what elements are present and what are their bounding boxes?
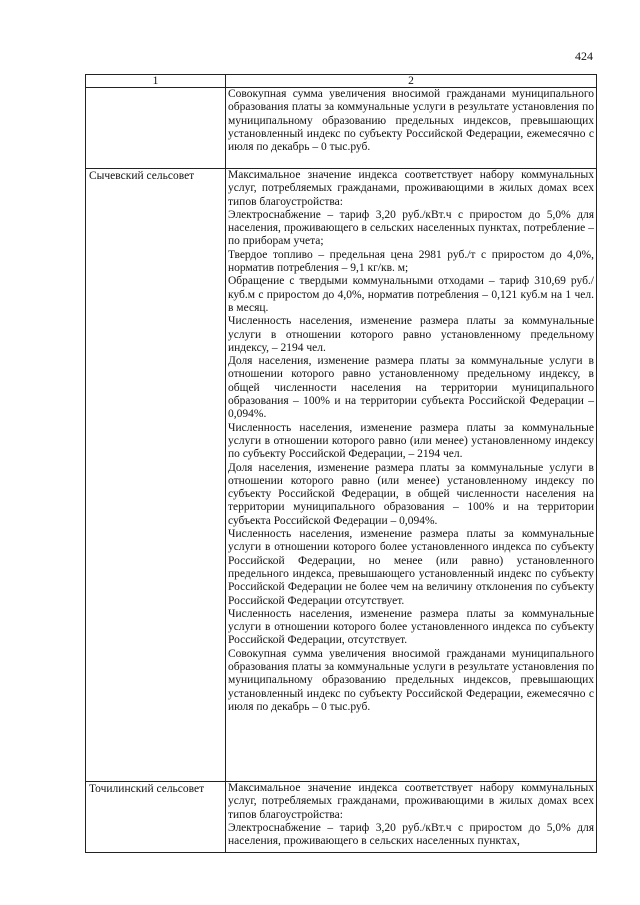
paragraph: Доля населения, изменение размера платы за коммунальные услуги в отношении которого равно установленному предельному индексу, в общей численности населения на территории муниципального образования – 100% и на территории субъекта Российской Федерации – 0,094%. [228,355,594,421]
municipality-cell: Точилинский сельсовет [86,782,226,853]
paragraph: Твердое топливо – предельная цена 2981 руб./т с приростом до 4,0%, норматив потребления – 9,1 кг/кв. м; [228,248,594,275]
paragraph: Обращение с твердыми коммунальными отходами – тариф 310,69 руб./куб.м с приростом до 4,0%, норматив потребления – 0,121 куб.м на 1 чел. в месяц. [228,275,594,314]
paragraph: Доля населения, изменение размера платы за коммунальные услуги в отношении которого равно (или менее) установленному индексу по субъекту Российской Федерации, в общей численности населения на территории муниципального образования – 100% и на территории субъекта Российской Федерации – 0,094%. [228,461,594,527]
table-row [86,88,597,169]
municipality-cell: Сычевский сельсовет [86,169,226,782]
paragraph: Численность населения, изменение размера платы за коммунальные услуги в отношении которого более установленного индекса по субъекту Российской Федерации, но менее (или равно) установленного предельного индекса, превышающего установленный индекс по субъекту Российской Федерации не более чем на величину отклонения по субъекту Российской Федерации отсутствует. [228,528,594,607]
paragraph: Максимальное значение индекса соответствует набору коммунальных услуг, потребляемых гражданами, проживающими в жилых домах всех типов благоустройства: [228,782,594,821]
paragraph: Численность населения, изменение размера платы за коммунальные услуги в отношении которого более установленного индекса по субъекту Российской Федерации, отсутствует. [228,607,594,647]
paragraph: Численность населения, изменение размера платы за коммунальные услуги в отношении которого равно установленному предельному индексу, – 2194 чел. [228,315,594,354]
paragraph: Электроснабжение – тариф 3,20 руб./кВт.ч с приростом до 5,0% для населения, проживающего в сельских населенных пунктах, потребление – по приборам учета; [228,208,594,248]
column-header-2: 2 [226,75,597,88]
column-header-1: 1 [86,75,226,88]
description-cell [226,169,597,782]
table-row [86,782,597,853]
paragraph: Максимальное значение индекса соответствует набору коммунальных услуг, потребляемых гражданами, проживающими в жилых домах всех типов благоустройства: [228,169,594,208]
paragraph: Электроснабжение – тариф 3,20 руб./кВт.ч с приростом до 5,0% для населения, проживающего в сельских населенных пунктах, [228,821,594,848]
paragraph: Совокупная сумма увеличения вносимой гражданами муниципального образования платы за коммунальные услуги в результате установления по муниципальному образованию предельных индексов, превышающих установленный индекс по субъекту Российской Федерации, ежемесячно с июля по декабрь – 0 тыс.руб. [228,88,594,154]
page-number: 424 [575,49,593,63]
table-header-row [86,75,597,88]
data-table [85,74,597,853]
paragraph: Совокупная сумма увеличения вносимой гражданами муниципального образования платы за коммунальные услуги в результате установления по муниципальному образованию предельных индексов, превышающих установленный индекс по субъекту Российской Федерации, ежемесячно с июля по декабрь – 0 тыс.руб. [228,647,594,713]
description-cell [226,782,597,853]
table-row [86,169,597,782]
description-cell [226,88,597,169]
municipality-cell [86,88,226,169]
paragraph: Численность населения, изменение размера платы за коммунальные услуги в отношении которого равно (или менее) установленному индексу по субъекту Российской Федерации, – 2194 чел. [228,421,594,461]
